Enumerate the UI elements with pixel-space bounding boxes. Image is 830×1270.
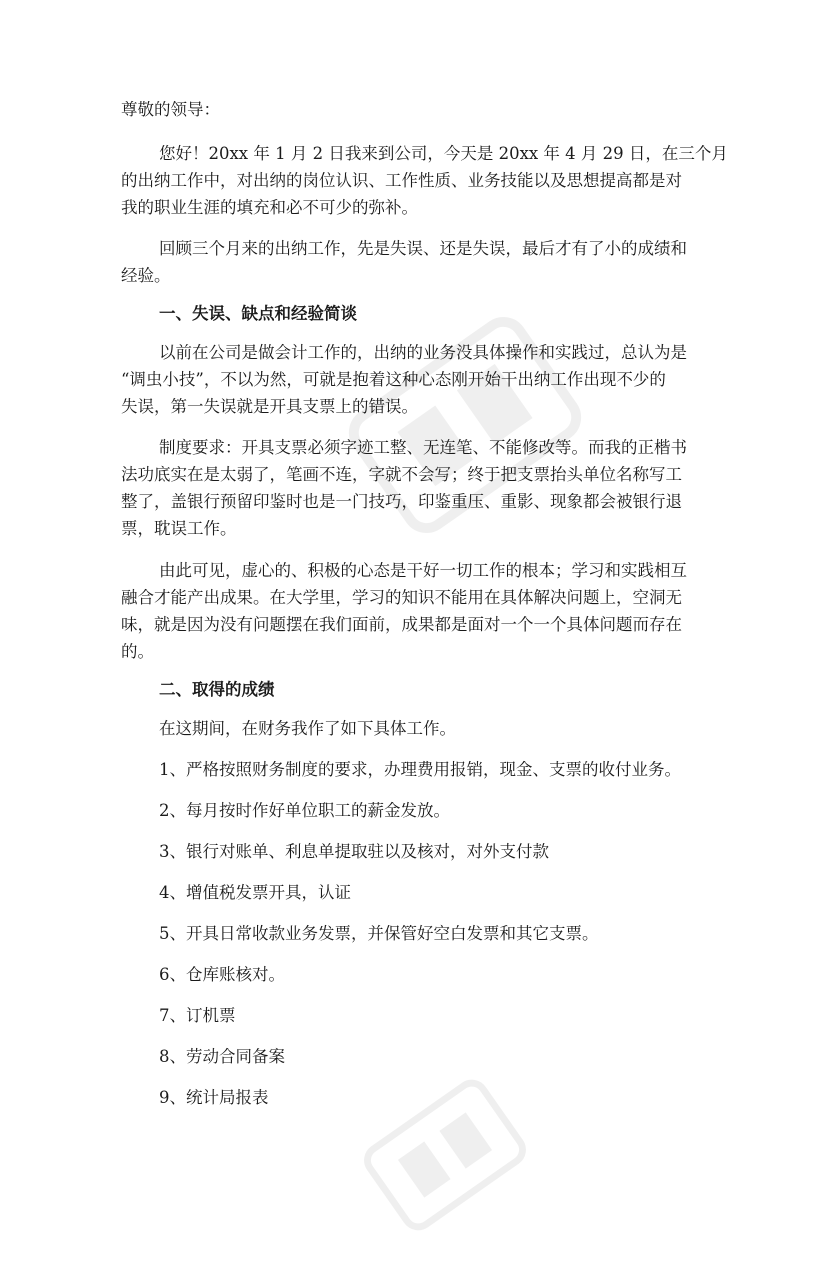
list-item: 1、严格按照财务制度的要求，办理费用报销，现金、支票的收付业务。 [159, 760, 681, 779]
section-lead: 在这期间，在财务我作了如下具体工作。 [159, 719, 456, 738]
paragraph-line: 由此可见，虚心的、积极的心态是干好一切工作的根本；学习和实践相互 [159, 561, 687, 580]
paragraph-line: 法功底实在是太弱了，笔画不连，字就不会写；终于把支票抬头单位名称写工 [121, 465, 682, 484]
paragraph-line: 票，耽误工作。 [121, 519, 237, 538]
paragraph-line: “调虫小技”，不以为然，可就是抱着这种心态刚开始干出纳工作出现不少的 [121, 370, 666, 389]
section-heading: 一、失误、缺点和经验简谈 [159, 304, 357, 323]
section-heading: 二、取得的成绩 [159, 680, 275, 699]
salutation: 尊敬的领导： [121, 100, 220, 119]
intro-line: 我的职业生涯的填充和必不可少的弥补。 [121, 198, 418, 217]
list-item: 5、开具日常收款业务发票，并保管好空白发票和其它支票。 [159, 924, 599, 943]
list-item: 2、每月按时作好单位职工的薪金发放。 [159, 801, 450, 820]
intro-line: 您好！20xx 年 1 月 2 日我来到公司，今天是 20xx 年 4 月 29 日，在三个月 [159, 144, 728, 163]
list-item: 4、增值税发票开具，认证 [159, 883, 351, 902]
list-item: 9、统计局报表 [159, 1088, 269, 1107]
paragraph-line: 的。 [121, 642, 154, 661]
intro-line: 的出纳工作中，对出纳的岗位认识、工作性质、业务技能以及思想提高都是对 [121, 171, 682, 190]
review-line: 经验。 [121, 266, 171, 285]
watermark-icon [330, 1040, 560, 1270]
list-item: 3、银行对账单、利息单提取驻以及核对，对外支付款 [159, 842, 549, 861]
list-item: 8、劳动合同备案 [159, 1047, 285, 1066]
paragraph-line: 整了，盖银行预留印鉴时也是一门技巧，印鉴重压、重影、现象都会被银行退 [121, 492, 682, 511]
paragraph-line: 以前在公司是做会计工作的，出纳的业务没具体操作和实践过，总认为是 [159, 343, 687, 362]
review-line: 回顾三个月来的出纳工作，先是失误、还是失误，最后才有了小的成绩和 [159, 239, 687, 258]
paragraph-line: 味，就是因为没有问题摆在我们面前，成果都是面对一个一个具体问题而存在 [121, 615, 682, 634]
list-item: 7、订机票 [159, 1006, 236, 1025]
paragraph-line: 失误，第一失误就是开具支票上的错误。 [121, 397, 418, 416]
paragraph-line: 制度要求：开具支票必须字迹工整、无连笔、不能修改等。而我的正楷书 [159, 438, 687, 457]
paragraph-line: 融合才能产出成果。在大学里，学习的知识不能用在具体解决问题上，空洞无 [121, 588, 682, 607]
list-item: 6、仓库账核对。 [159, 965, 285, 984]
